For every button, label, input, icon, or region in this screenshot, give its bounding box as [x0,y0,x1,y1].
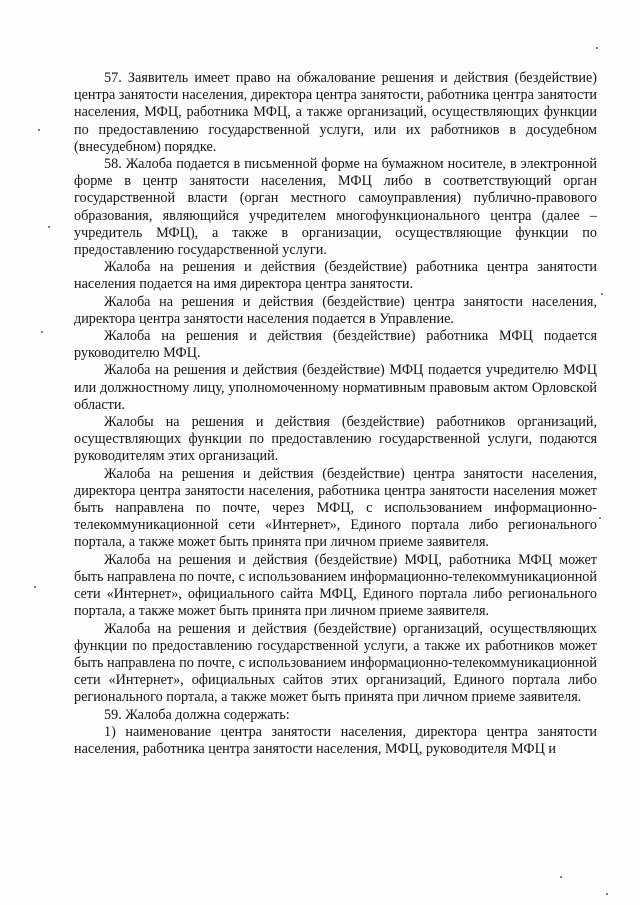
scan-speck [601,293,603,295]
scan-speck [606,893,608,895]
paragraph-58: 58. Жалоба подается в письменной форме на бумажном носителе, в электронной форме в центр занятости населения, МФЦ либо в соответствующий орган государственной власти (орган местного самоуправления) публично-правового образования, являющийся учредителем многофункционального центра (далее – учредитель МФЦ), а также в организации, осуществляющие функции по предоставлению государственной услуги. [74,156,597,259]
paragraph-complaint-center-director: Жалоба на решения и действия (бездействие) центра занятости населения, директора центра занятости населения подается в Управление. [74,293,597,327]
paragraph-complaint-organizations: Жалобы на решения и действия (бездействие) работников организаций, осуществляющих функции по предоставлению государственной услуги, подаются руководителям этих организаций. [74,414,597,465]
paragraph-complaint-worker-mfc: Жалоба на решения и действия (бездействие) работника МФЦ подается руководителю МФЦ. [74,328,597,362]
paragraph-57: 57. Заявитель имеет право на обжалование решения и действия (бездействие) центра занятости населения, директора центра занятости, работника центра занятости населения, МФЦ, работника МФЦ, а также организаций, осуществляющих функции по предоставлению государственной услуги, или их работников в досудебном (внесудебном) порядке. [74,70,597,155]
scan-speck [41,331,43,333]
paragraph-mfc-submission-channels: Жалоба на решения и действия (бездействие) МФЦ, работника МФЦ может быть направлена по почте, с использованием информационно-телекоммуникационной сети «Интернет», официального сайта МФЦ, Единого портала либо регионального портала, а также может быть принята при личном приеме заявителя. [74,551,597,620]
scan-speck [599,517,601,519]
scan-speck [48,226,50,228]
paragraph-complaint-mfc: Жалоба на решения и действия (бездействие) МФЦ подается учредителю МФЦ или должностному лицу, уполномоченному нормативным правовым актом Орловской области. [74,362,597,413]
paragraph-organizations-submission-channels: Жалоба на решения и действия (бездействие) организаций, осуществляющих функции по предоставлению государственной услуги, а также их работников может быть направлена по почте, с использованием информационно-телекоммуникационной сети «Интернет», официальных сайтов этих организаций, Единого портала либо регионального портала, а также может быть принята при личном приеме заявителя. [74,620,597,706]
paragraph-59: 59. Жалоба должна содержать: [104,706,290,723]
scan-speck [560,876,562,878]
paragraph-complaint-worker-center: Жалоба на решения и действия (бездействие) работника центра занятости населения подается на имя директора центра занятости. [74,259,597,293]
document-body [74,70,597,758]
paragraph-59-item-1: 1) наименование центра занятости населения, директора центра занятости населения, работника центра занятости населения, МФЦ, руководителя МФЦ и [74,723,597,757]
scan-speck [34,586,36,588]
scan-speck [596,47,598,49]
scan-speck [38,129,40,131]
paragraph-center-submission-channels: Жалоба на решения и действия (бездействие) центра занятости населения, директора центра занятости населения, работника центра занятости населения может быть направлена по почте, через МФЦ, с использованием информационно-телекоммуникационной сети «Интернет», Единого портала либо регионального портала, а также может быть принята при личном приеме заявителя. [74,465,597,551]
